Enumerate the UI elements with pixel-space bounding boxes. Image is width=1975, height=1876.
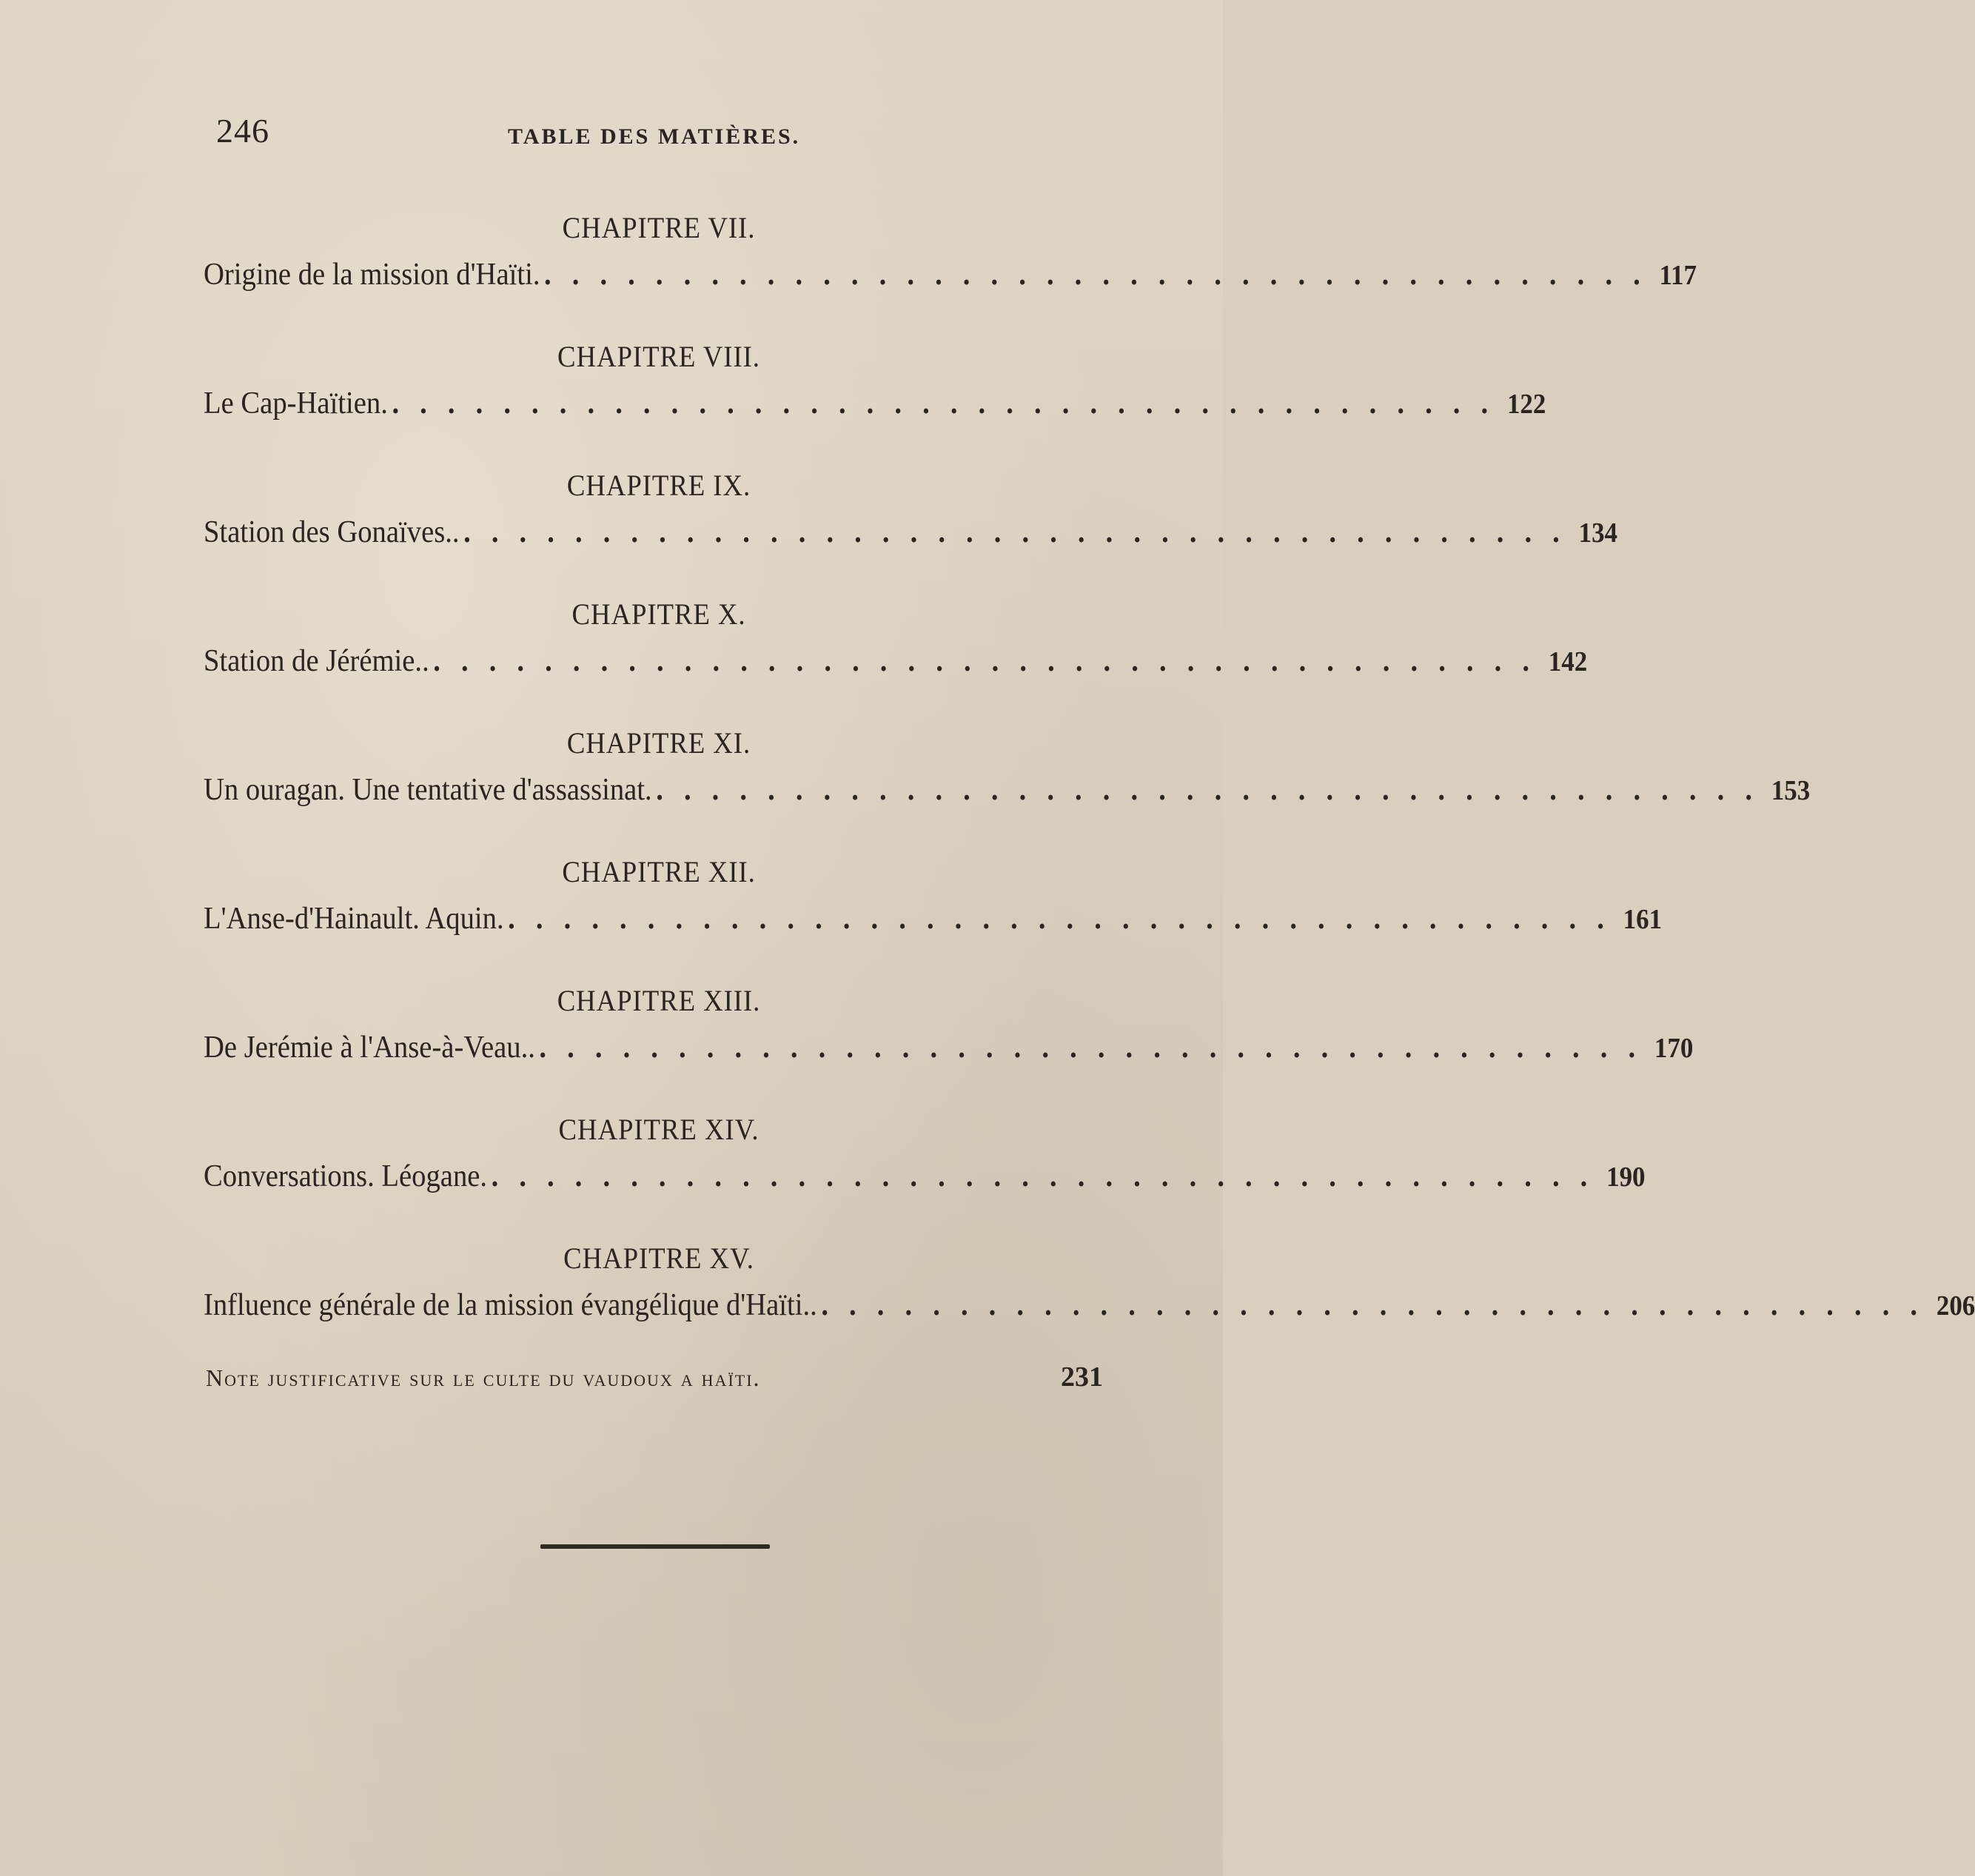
- toc-chapter-15: [204, 1234, 1975, 1363]
- toc-chapter-8: [204, 332, 1546, 461]
- note-page-number: 231: [1061, 1361, 1103, 1393]
- toc-chapter-10: [204, 590, 1588, 719]
- toc-entry: [204, 1283, 1975, 1363]
- entry-page-number: 170: [1654, 1033, 1694, 1064]
- entry-page-number: 161: [1623, 904, 1663, 935]
- toc-entry: [204, 510, 1618, 590]
- entry-page-number: 153: [1771, 775, 1811, 806]
- toc-chapter-7: [204, 204, 1697, 332]
- dot-leader: . . . . . . . . . . . . . . . . . . . . . . . . . . . . . . . . . . . . . . . .: [392, 386, 1495, 421]
- running-title: TABLE DES MATIÈRES.: [508, 124, 801, 149]
- chapter-heading: CHAPITRE XII.: [562, 855, 756, 888]
- dot-leader: . . . . . . . . . . . . . . . . . . . . . . . . . . . . . . . . . . . . . . . .: [821, 1288, 1925, 1322]
- toc-entry: [204, 639, 1588, 719]
- entry-title: De Jerémie à l'Anse-à-Veau..: [204, 1031, 535, 1065]
- chapter-heading: CHAPITRE X.: [571, 597, 746, 631]
- chapter-heading: CHAPITRE IX.: [566, 469, 751, 502]
- entry-page-number: 206: [1936, 1290, 1975, 1321]
- note-title: Note justificative sur le culte du vaudoux a haïti.: [206, 1364, 761, 1391]
- toc-chapter-12: [204, 848, 1663, 976]
- dot-leader: . . . . . . . . . . . . . . . . . . . . . . . . . . . . . . . . . . . . . . . .: [656, 773, 1760, 807]
- toc-entry: [204, 897, 1663, 976]
- entry-page-number: 122: [1506, 389, 1546, 420]
- dot-leader: . . . . . . . . . . . . . . . . . . . . . . . . . . . . . . . . . . . . . . . .: [544, 258, 1647, 292]
- dot-leader: . . . . . . . . . . . . . . . . . . . . . . . . . . . . . . . . . . . . . . . .: [433, 644, 1537, 678]
- toc-entry: [204, 381, 1546, 461]
- entry-title: Station des Gonaïves..: [204, 515, 460, 549]
- dot-leader: . . . . . . . . . . . . . . . . . . . . . . . . . . . . . . . . . . . . . . . .: [491, 1159, 1595, 1193]
- page-number: 246: [216, 112, 269, 150]
- entry-title: Un ouragan. Une tentative d'assassinat.: [204, 773, 652, 807]
- dot-leader: . . . . . . . . . . . . . . . . . . . . . . . . . . . . . . . . . . . . . . . .: [463, 515, 1567, 549]
- toc-entry: [204, 1154, 1646, 1234]
- entry-title: Influence générale de la mission évangélique d'Haïti..: [204, 1288, 817, 1322]
- chapter-heading: CHAPITRE VII.: [562, 211, 756, 244]
- entry-title: Station de Jérémie..: [204, 644, 429, 678]
- dot-leader: . . . . . . . . . . . . . . . . . . . . . . . . . . . . . . . . . . . . . . . .: [539, 1031, 1643, 1065]
- entry-title: Le Cap-Haïtien.: [204, 386, 388, 421]
- entry-title: L'Anse-d'Hainault. Aquin.: [204, 902, 504, 936]
- toc-entry: [204, 768, 1811, 848]
- table-of-contents: [204, 204, 1975, 1363]
- chapter-heading: CHAPITRE VIII.: [557, 340, 760, 373]
- chapter-heading: CHAPITRE XV.: [563, 1242, 754, 1275]
- dot-leader: . . . . . . . . . . . . . . . . . . . . . . . . . . . . . . . . . . . . . . . .: [508, 902, 1612, 936]
- toc-chapter-13: [204, 976, 1694, 1105]
- justificatory-note-entry: [206, 1361, 1103, 1393]
- entry-page-number: 142: [1548, 646, 1588, 677]
- entry-title: Origine de la mission d'Haïti.: [204, 258, 540, 292]
- toc-chapter-14: [204, 1105, 1646, 1234]
- chapter-heading: CHAPITRE XIII.: [557, 984, 761, 1017]
- toc-entry: [204, 252, 1697, 332]
- toc-chapter-11: [204, 719, 1811, 848]
- chapter-heading: CHAPITRE XI.: [566, 726, 751, 760]
- entry-title: Conversations. Léogane.: [204, 1159, 488, 1193]
- entry-page-number: 134: [1578, 517, 1618, 549]
- toc-entry: [204, 1025, 1694, 1105]
- chapter-heading: CHAPITRE XIV.: [558, 1113, 760, 1146]
- entry-page-number: 117: [1659, 260, 1697, 291]
- entry-page-number: 190: [1606, 1162, 1646, 1193]
- toc-chapter-9: [204, 461, 1618, 590]
- page-header: [0, 111, 1223, 155]
- closing-rule: [540, 1544, 770, 1549]
